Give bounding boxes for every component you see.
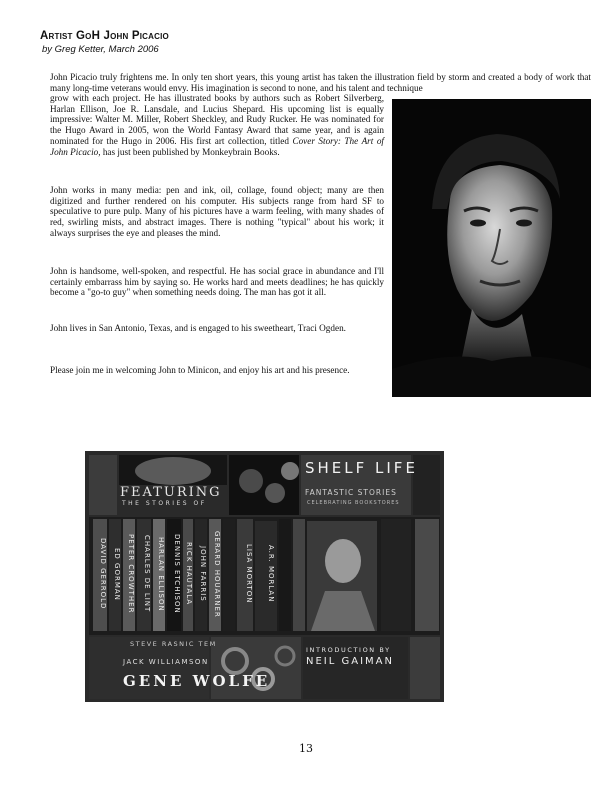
spine-label: CHARLES DE LINT (143, 535, 151, 613)
spine-label: DAVID GERROLD (99, 538, 107, 610)
paragraph-media: John works in many media: pen and ink, oil, collage, found object; many are then digitized and further rendered on his computer. His subjects range from hard SF to speculative to pure pulp. Many of his pictures have a warm feeling, with many shades of red, swirling mists, and abstract images. There is nothing "typical" about his work; it always surprises the eye and pleases the mind. (50, 185, 384, 238)
cover-fantastic-stories-text: FANTASTIC STORIES (305, 488, 397, 497)
paragraph-character: John is handsome, well-spoken, and respectful. He has social grace in abundance and I'll certainly embarrass him by saying so. He works hard and meets deadlines; he has quickly become a "go-to guy" when something needs doing. The man has got it all. (50, 266, 384, 298)
paragraph-home: John lives in San Antonio, Texas, and is engaged to his sweetheart, Traci Ogden. (50, 323, 346, 333)
cover-stories-of-text: THE STORIES OF (122, 500, 207, 507)
paragraph-career-text: grow with each project. He has illustrated books by authors such as Robert Silverberg, Harlan Ellison, Joe R. Lansdale, and Lucius Shepard. His upcoming list is equally impressive: Walter M. Miller, Robert Sheckley, and Rudy Rucker. He was nominated for the Hugo Award in 2005, won the World Fantasy Award that same year, and is again nominated for the Hugo in 2006. His first art collection, titled (50, 93, 384, 146)
paragraph-career (50, 93, 384, 157)
cover-celebrating-text: CELEBRATING BOOKSTORES (307, 500, 400, 506)
portrait-illustration (392, 99, 591, 397)
cover-neil-gaiman-text: NEIL GAIMAN (306, 656, 394, 667)
spine-label: ED GORMAN (113, 547, 121, 601)
spine-label: LISA MORTON (245, 544, 253, 604)
spine-label: GERARD HOUARNER (213, 530, 221, 618)
cover-introduction-by-text: INTRODUCTION BY (306, 646, 391, 654)
cover-shelf-life-title: SHELF LIFE (305, 459, 418, 477)
spine-label: HARLAN ELLISON (157, 536, 165, 612)
spine-label: DENNIS ETCHISON (173, 534, 181, 614)
byline: by Greg Ketter, March 2006 (42, 44, 159, 55)
page-number: 13 (299, 742, 313, 755)
cover-featuring-text: FEATURING (120, 485, 222, 500)
spine-label: A.R. MORLAN (267, 545, 275, 603)
paragraph-career-end: has just been published by Monkeybrain Books. (100, 146, 280, 157)
cover-gene-wolfe-text: GENE WOLFE (123, 672, 271, 690)
cover-jack-williamson-text: JACK WILLIAMSON (123, 658, 209, 666)
paragraph-welcome: Please join me in welcoming John to Minicon, and enjoy his art and his presence. (50, 365, 350, 375)
spine-label: JOHN FARRIS (199, 546, 207, 602)
cover-tem-text: STEVE RASNIC TEM (130, 640, 217, 648)
paragraph-intro: John Picacio truly frightens me. In only ten short years, this young artist has taken the illustration field by storm and created a body of work that many long-time veterans would envy. His imagination is second to none, and his talent and technique (50, 72, 591, 93)
spine-label: RICK HAUTALA (185, 542, 193, 606)
book-title: Cover Story: The Art of John Picacio, (50, 135, 384, 157)
spine-label: PETER CROWTHER (127, 534, 135, 614)
portrait-photo (392, 99, 591, 397)
article-heading: Artist GoH John Picacio (40, 30, 169, 42)
